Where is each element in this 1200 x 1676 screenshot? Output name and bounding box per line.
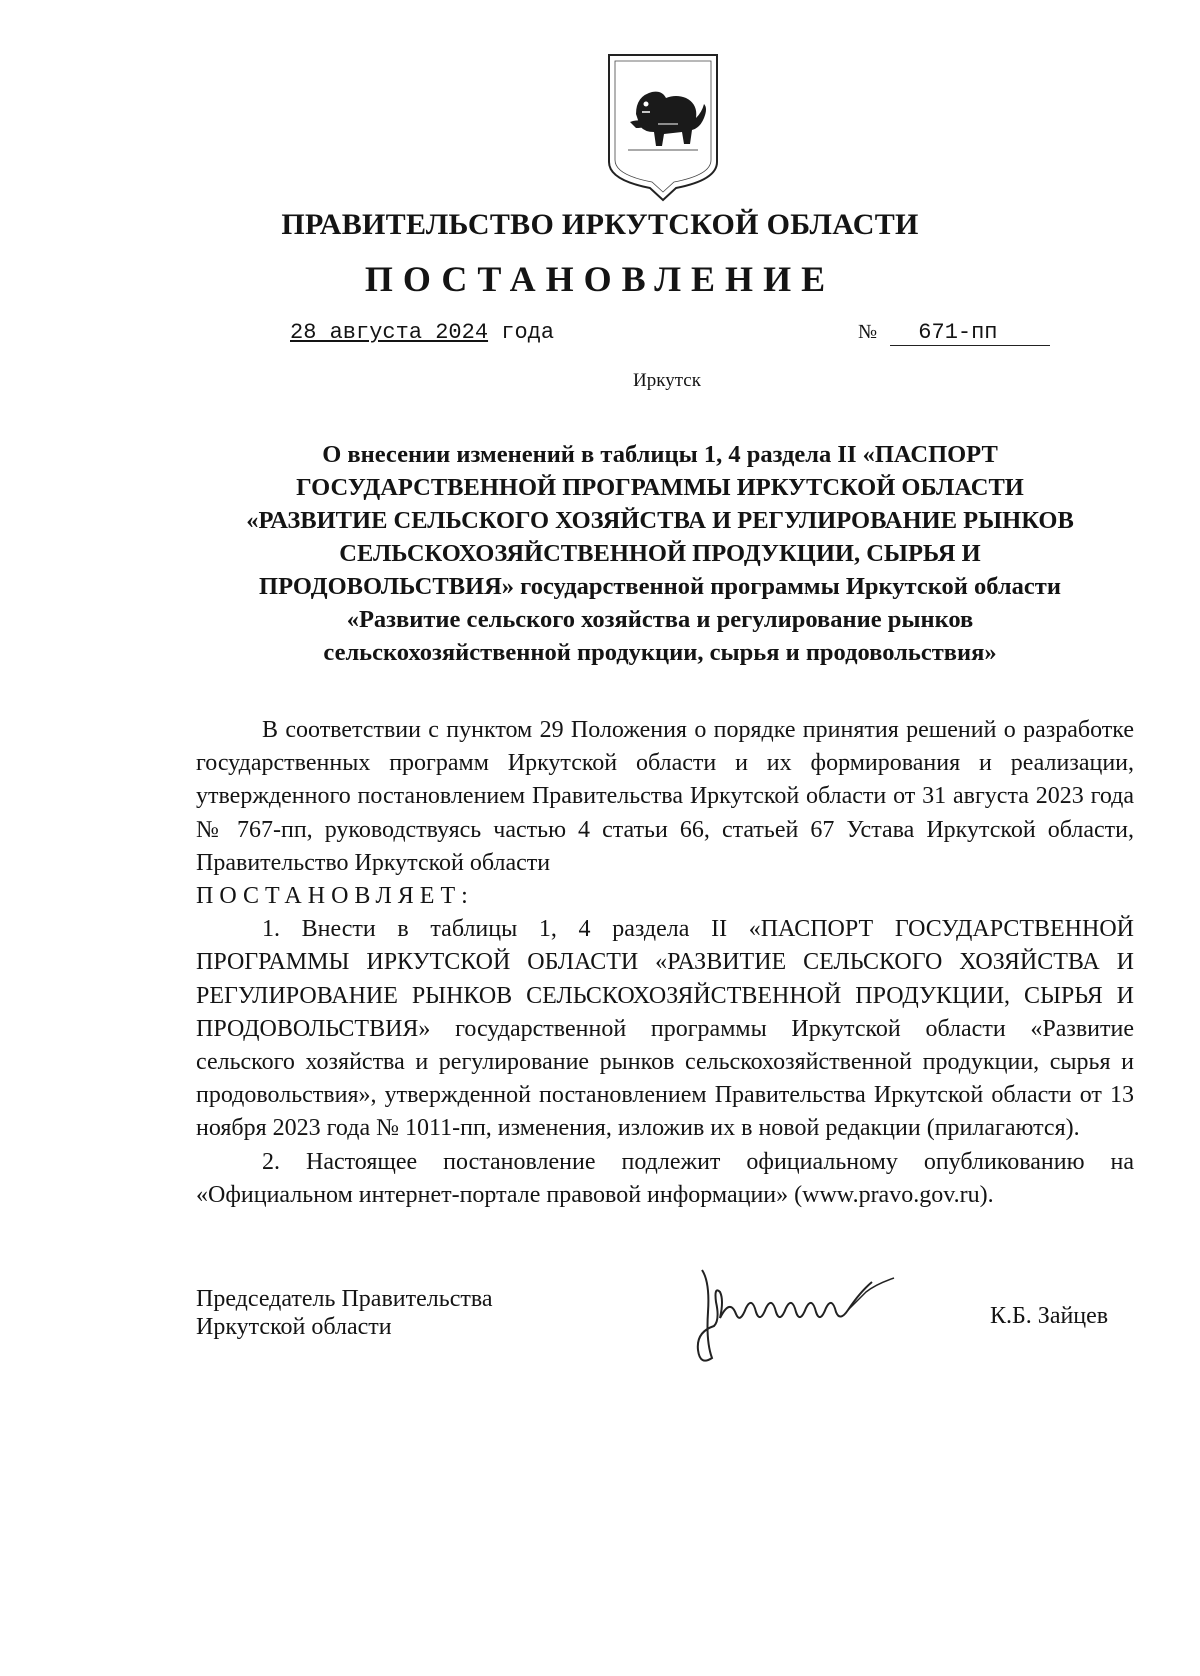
organization-title: ПРАВИТЕЛЬСТВО ИРКУТСКОЙ ОБЛАСТИ: [281, 208, 919, 241]
coat-of-arms-emblem: [606, 52, 720, 202]
position-line: Иркутской области: [196, 1314, 392, 1340]
date-value: 28 августа 2024: [290, 320, 489, 345]
document-type-title: ПОСТАНОВЛЕНИЕ: [364, 259, 836, 299]
document-date: [290, 320, 554, 345]
title-line: ГОСУДАРСТВЕННОЙ ПРОГРАММЫ ИРКУТСКОЙ ОБЛАСТИ: [296, 474, 1024, 501]
signatory-position: [196, 1285, 493, 1341]
item-1-paragraph: 1. Внести в таблицы 1, 4 раздела II «ПАСПОРТ ГОСУДАРСТВЕННОЙ ПРОГРАММЫ ИРКУТСКОЙ ОБЛАСТИ «РАЗВИТИЕ СЕЛЬСКОГО ХОЗЯЙСТВА И РЕГУЛИРОВАНИЕ РЫНКОВ СЕЛЬСКОХОЗЯЙСТВЕННОЙ ПРОДУКЦИИ, СЫРЬЯ И ПРОДОВОЛЬСТВИЯ» государственной программы Иркутской области «Развитие сельского хозяйства и регулирование рынков сельскохозяйственной продукции, сырья и продовольствия», утвержденной постановлением Правительства Иркутской области от 13 ноября 2023 года № 1011-пп, изменения, изложив их в новой редакции (прилагаются).: [196, 916, 1134, 1142]
document-number: [858, 320, 1050, 346]
number-value: 671-пп: [890, 320, 1050, 346]
preamble-paragraph: В соответствии с пунктом 29 Положения о порядке принятия решений о разработке государственных программ Иркутской области и их формирования и реализации, утвержденного постановлением Правительства Иркутской области от 31 августа 2023 года № 767-пп, руководствуясь частью 4 статьи 66, статьей 67 Устава Иркутской области, Правительство Иркутской области: [196, 717, 1134, 876]
document-body: [196, 714, 1134, 1212]
title-line: «Развитие сельского хозяйства и регулирование рынков: [346, 606, 974, 633]
title-line: О внесении изменений в таблицы 1, 4 раздела II «ПАСПОРТ: [322, 441, 998, 468]
date-suffix: года: [488, 320, 555, 345]
document-subject-title: [190, 438, 1130, 669]
title-line: ПРОДОВОЛЬСТВИЯ» государственной программы Иркутской области: [259, 573, 1061, 600]
position-line: Председатель Правительства: [196, 1286, 493, 1312]
title-line: СЕЛЬСКОХОЗЯЙСТВЕННОЙ ПРОДУКЦИИ, СЫРЬЯ И: [339, 540, 981, 567]
item-2-paragraph: 2. Настоящее постановление подлежит официальному опубликованию на «Официальном интернет-портале правовой информации» (www.pravo.gov.ru).: [196, 1148, 1134, 1208]
city-label: Иркутск: [633, 370, 701, 391]
title-line: «РАЗВИТИЕ СЕЛЬСКОГО ХОЗЯЙСТВА И РЕГУЛИРОВАНИЕ РЫНКОВ: [246, 507, 1074, 534]
handwritten-signature: [690, 1262, 930, 1372]
signatory-name: К.Б. Зайцев: [990, 1303, 1109, 1329]
resolves-heading: ПОСТАНОВЛЯЕТ:: [196, 883, 474, 910]
number-sign: №: [858, 321, 878, 343]
title-line: сельскохозяйственной продукции, сырья и продовольствия»: [323, 639, 997, 666]
